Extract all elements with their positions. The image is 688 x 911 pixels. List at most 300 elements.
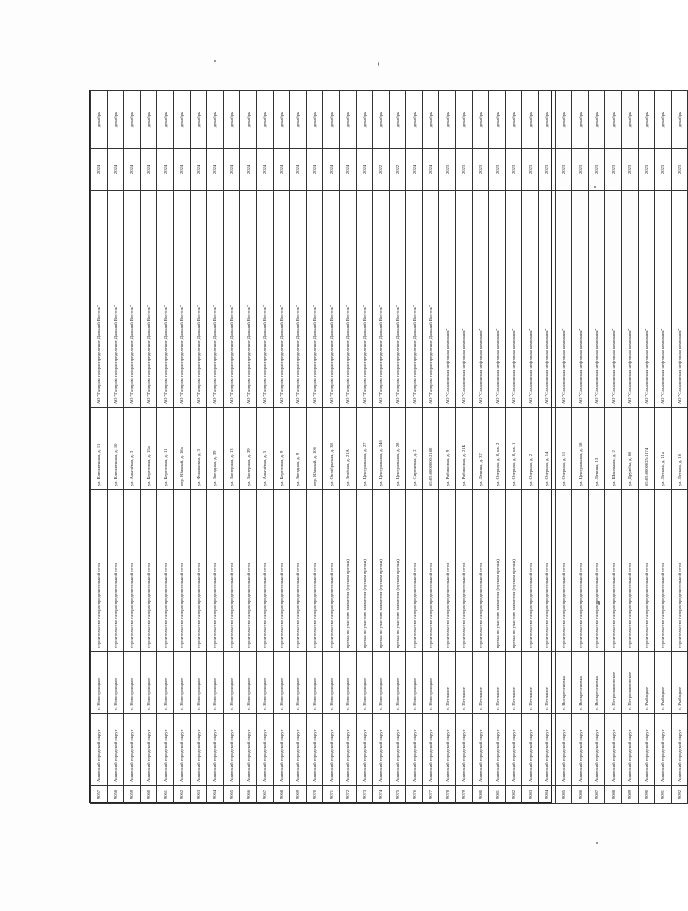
settlement-cell: с. Новотроицкое xyxy=(240,652,257,714)
row-number-cell: 9078 xyxy=(439,786,456,804)
year-cell: 2024 xyxy=(273,149,290,191)
district-cell: Анивский городской округ xyxy=(356,714,373,786)
table-row xyxy=(605,91,622,804)
table-row xyxy=(273,91,290,804)
work-type-cell: врезка по участию заявителя (пуском врезки) xyxy=(389,490,406,652)
organization-cell: АО "Газпром газораспределение Дальний Восток" xyxy=(339,191,356,408)
table-row xyxy=(190,91,207,804)
month-cell: декабрь xyxy=(439,91,456,149)
table-row xyxy=(655,91,672,804)
table-row xyxy=(539,91,556,804)
organization-cell: АО "Газпром газораспределение Дальний Восток" xyxy=(373,191,390,408)
month-cell: декабрь xyxy=(655,91,672,149)
organization-cell: АО "Газпром газораспределение Дальний Восток" xyxy=(157,191,174,408)
row-number-cell: 9079 xyxy=(456,786,473,804)
table-row xyxy=(323,91,340,804)
month-cell: декабрь xyxy=(356,91,373,149)
work-type-cell: строительство газораспределительной сети xyxy=(240,490,257,652)
organization-cell: АО "Сахалинская нефтяная компания" xyxy=(539,191,556,408)
month-cell: декабрь xyxy=(472,91,489,149)
year-cell: 2024 xyxy=(223,149,240,191)
year-cell: 2023 xyxy=(505,149,522,191)
organization-cell: АО "Газпром газораспределение Дальний Восток" xyxy=(356,191,373,408)
settlement-cell: с. Новотроицкое xyxy=(223,652,240,714)
year-cell: 2023 xyxy=(671,149,688,191)
district-cell: Анивский городской округ xyxy=(140,714,157,786)
organization-cell: АО "Газпром газораспределение Дальний Восток" xyxy=(140,191,157,408)
table-row xyxy=(439,91,456,804)
month-cell: декабрь xyxy=(290,91,307,149)
address-cell: ул. Заозерная, д. 13 xyxy=(223,408,240,490)
district-cell: Анивский городской округ xyxy=(273,714,290,786)
row-number-cell: 9069 xyxy=(290,786,307,804)
organization-cell: АО "Сахалинская нефтяная компания" xyxy=(671,191,688,408)
district-cell: Анивский городской округ xyxy=(505,714,522,786)
district-cell: Анивский городской округ xyxy=(572,714,589,786)
year-cell: 2023 xyxy=(539,149,556,191)
table-row xyxy=(522,91,539,804)
data-table xyxy=(90,90,688,804)
address-cell: ул. Центральная, д. 18 xyxy=(572,408,589,490)
address-cell: ул. Березовая, д. 9 xyxy=(273,408,290,490)
work-type-cell: строительство газораспределительной сети xyxy=(555,490,572,652)
district-cell: Анивский городской округ xyxy=(256,714,273,786)
settlement-cell: с. Рыбацкое xyxy=(671,652,688,714)
year-cell: 2023 xyxy=(588,149,605,191)
address-cell: ул. Заозерная, д. 39 xyxy=(240,408,257,490)
organization-cell: АО "Газпром газораспределение Дальний Восток" xyxy=(406,191,423,408)
row-number-cell: 9060 xyxy=(140,786,157,804)
work-type-cell: строительство газораспределительной сети xyxy=(406,490,423,652)
work-type-cell: строительство газораспределительной сети xyxy=(456,490,473,652)
settlement-cell: с. Песчаное xyxy=(456,652,473,714)
district-cell: Анивский городской округ xyxy=(91,714,108,786)
row-number-cell: 9090 xyxy=(638,786,655,804)
district-cell: Анивский городской округ xyxy=(638,714,655,786)
work-type-cell: строительство газораспределительной сети xyxy=(638,490,655,652)
settlement-cell: с. Новотроицкое xyxy=(373,652,390,714)
row-number-cell: 9072 xyxy=(339,786,356,804)
organization-cell: АО "Газпром газораспределение Дальний Восток" xyxy=(323,191,340,408)
row-number-cell: 9081 xyxy=(489,786,506,804)
rotated-table-frame xyxy=(89,90,683,803)
month-cell: декабрь xyxy=(256,91,273,149)
settlement-cell: с. Воскресеновка xyxy=(555,652,572,714)
work-type-cell: строительство газораспределительной сети xyxy=(107,490,124,652)
row-number-cell: 9071 xyxy=(323,786,340,804)
row-number-cell: 9076 xyxy=(406,786,423,804)
work-type-cell: строительство газораспределительной сети xyxy=(323,490,340,652)
table-row xyxy=(256,91,273,804)
year-cell: 2024 xyxy=(240,149,257,191)
address-cell: ул. Центральная, д. 24б xyxy=(373,408,390,490)
work-type-cell: врезка по участию заявителя (пуском врезки) xyxy=(339,490,356,652)
district-cell: Анивский городской округ xyxy=(223,714,240,786)
year-cell: 2024 xyxy=(157,149,174,191)
organization-cell: АО "Сахалинская нефтяная компания" xyxy=(655,191,672,408)
settlement-cell: с. Воскресеновка xyxy=(588,652,605,714)
district-cell: Анивский городской округ xyxy=(671,714,688,786)
district-cell: Анивский городской округ xyxy=(373,714,390,786)
organization-cell: АО "Газпром газораспределение Дальний Восток" xyxy=(207,191,224,408)
table-row xyxy=(306,91,323,804)
address-cell: ул. Озерная, д. 11 xyxy=(555,408,572,490)
organization-cell: АО "Сахалинская нефтяная компания" xyxy=(638,191,655,408)
table-row xyxy=(339,91,356,804)
organization-cell: АО "Сахалинская нефтяная компания" xyxy=(522,191,539,408)
settlement-cell: с. Новотроицкое xyxy=(207,652,224,714)
month-cell: декабрь xyxy=(572,91,589,149)
table-row xyxy=(356,91,373,804)
settlement-cell: с. Новотроицкое xyxy=(356,652,373,714)
year-cell: 2023 xyxy=(655,149,672,191)
table-row xyxy=(240,91,257,804)
district-cell: Анивский городской округ xyxy=(539,714,556,786)
month-cell: декабрь xyxy=(306,91,323,149)
scan-speck xyxy=(214,60,216,62)
month-cell: декабрь xyxy=(323,91,340,149)
settlement-cell: с. Новотроицкое xyxy=(290,652,307,714)
table-row xyxy=(107,91,124,804)
address-cell: ул. Центральная, д. 28 xyxy=(389,408,406,490)
year-cell: 2024 xyxy=(190,149,207,191)
address-cell: 65:05:0000000:2180 xyxy=(422,408,439,490)
month-cell: декабрь xyxy=(140,91,157,149)
organization-cell: АО "Газпром газораспределение Дальний Восток" xyxy=(240,191,257,408)
district-cell: Анивский городской округ xyxy=(323,714,340,786)
month-cell: декабрь xyxy=(671,91,688,149)
organization-cell: АО "Газпром газораспределение Дальний Восток" xyxy=(124,191,141,408)
work-type-cell: строительство газораспределительной сети xyxy=(605,490,622,652)
year-cell: 2022 xyxy=(373,149,390,191)
month-cell: декабрь xyxy=(190,91,207,149)
district-cell: Анивский городской округ xyxy=(622,714,639,786)
district-cell: Анивский городской округ xyxy=(588,714,605,786)
row-number-cell: 9068 xyxy=(273,786,290,804)
row-number-cell: 9077 xyxy=(422,786,439,804)
table-row xyxy=(622,91,639,804)
table-body xyxy=(91,91,688,804)
year-cell: 2024 xyxy=(207,149,224,191)
table-row xyxy=(91,91,108,804)
settlement-cell: с. Песчаное xyxy=(539,652,556,714)
row-number-cell: 9065 xyxy=(223,786,240,804)
settlement-cell: с. Новотроицкое xyxy=(91,652,108,714)
row-number-cell: 9057 xyxy=(91,786,108,804)
month-cell: декабрь xyxy=(406,91,423,149)
row-number-cell: 9088 xyxy=(605,786,622,804)
month-cell: декабрь xyxy=(157,91,174,149)
month-cell: декабрь xyxy=(422,91,439,149)
year-cell: 2024 xyxy=(356,149,373,191)
row-number-cell: 9058 xyxy=(107,786,124,804)
month-cell: декабрь xyxy=(522,91,539,149)
settlement-cell: с. Новотроицкое xyxy=(173,652,190,714)
settlement-cell: с. Новотроицкое xyxy=(422,652,439,714)
row-number-cell: 9061 xyxy=(157,786,174,804)
table-row xyxy=(223,91,240,804)
address-cell: ул. Клюквенная, д. 11 xyxy=(91,408,108,490)
row-number-cell: 9075 xyxy=(389,786,406,804)
month-cell: декабрь xyxy=(622,91,639,149)
organization-cell: АО "Сахалинская нефтяная компания" xyxy=(472,191,489,408)
year-cell: 2024 xyxy=(306,149,323,191)
address-cell: ул. Школьная, д. 2 xyxy=(605,408,622,490)
district-cell: Анивский городской округ xyxy=(107,714,124,786)
organization-cell: АО "Газпром газораспределение Дальний Восток" xyxy=(107,191,124,408)
work-type-cell: строительство газораспределительной сети xyxy=(439,490,456,652)
work-type-cell: врезка по участию заявителя (пуском врезки) xyxy=(373,490,390,652)
scan-speck xyxy=(378,62,379,66)
work-type-cell: строительство газораспределительной сети xyxy=(655,490,672,652)
year-cell: 2023 xyxy=(439,149,456,191)
organization-cell: АО "Газпром газораспределение Дальний Восток" xyxy=(256,191,273,408)
address-cell: ул. Фиалковая, д. 3 xyxy=(190,408,207,490)
district-cell: Анивский городской округ xyxy=(190,714,207,786)
work-type-cell: строительство газораспределительной сети xyxy=(622,490,639,652)
district-cell: Анивский городской округ xyxy=(456,714,473,786)
year-cell: 2023 xyxy=(456,149,473,191)
work-type-cell: строительство газораспределительной сети xyxy=(207,490,224,652)
settlement-cell: с. Новотроицкое xyxy=(124,652,141,714)
address-cell: ул. Лесная, д. 11а xyxy=(655,408,672,490)
month-cell: декабрь xyxy=(207,91,224,149)
year-cell: 2023 xyxy=(522,149,539,191)
month-cell: декабрь xyxy=(505,91,522,149)
address-cell: ул. Березовая, д. 15а xyxy=(140,408,157,490)
address-cell: ул. Центральная, д. 27 xyxy=(356,408,373,490)
settlement-cell: с. Новотроицкое xyxy=(306,652,323,714)
table-row xyxy=(472,91,489,804)
table-row xyxy=(456,91,473,804)
address-cell: ул. Октябрьская, д. 38 xyxy=(323,408,340,490)
district-cell: Анивский городской округ xyxy=(124,714,141,786)
row-number-cell: 9084 xyxy=(539,786,556,804)
year-cell: 2024 xyxy=(107,149,124,191)
district-cell: Анивский городской округ xyxy=(339,714,356,786)
address-cell: пер. Южный, д. 18а xyxy=(173,408,190,490)
organization-cell: АО "Газпром газораспределение Дальний Восток" xyxy=(173,191,190,408)
year-cell: 2023 xyxy=(555,149,572,191)
table-row xyxy=(588,91,605,804)
settlement-cell: с. Новотроицкое xyxy=(157,652,174,714)
address-cell: ул. Рябиновая, д. 21Б xyxy=(456,408,473,490)
district-cell: Анивский городской округ xyxy=(240,714,257,786)
settlement-cell: с. Новотроицкое xyxy=(339,652,356,714)
settlement-cell: с. Рыбацкое xyxy=(638,652,655,714)
district-cell: Анивский городской округ xyxy=(522,714,539,786)
address-cell: ул. Зелёная, д. 21А xyxy=(339,408,356,490)
row-number-cell: 9064 xyxy=(207,786,224,804)
settlement-cell: с. Петропавловское xyxy=(605,652,622,714)
organization-cell: АО "Сахалинская нефтяная компания" xyxy=(572,191,589,408)
organization-cell: АО "Газпром газораспределение Дальний Восток" xyxy=(190,191,207,408)
organization-cell: АО "Газпром газораспределение Дальний Восток" xyxy=(422,191,439,408)
month-cell: декабрь xyxy=(588,91,605,149)
year-cell: 2024 xyxy=(290,149,307,191)
organization-cell: АО "Газпром газораспределение Дальний Восток" xyxy=(290,191,307,408)
row-number-cell: 9073 xyxy=(356,786,373,804)
month-cell: декабрь xyxy=(273,91,290,149)
address-cell: ул. Алычёвая, д. 3 xyxy=(124,408,141,490)
year-cell: 2023 xyxy=(605,149,622,191)
work-type-cell: строительство газораспределительной сети xyxy=(273,490,290,652)
address-cell: ул. Звездная, д. 39 xyxy=(207,408,224,490)
address-cell: ул. Ленина, 13 xyxy=(588,408,605,490)
district-cell: Анивский городской округ xyxy=(655,714,672,786)
year-cell: 2022 xyxy=(389,149,406,191)
row-number-cell: 9067 xyxy=(256,786,273,804)
work-type-cell: строительство газораспределительной сети xyxy=(256,490,273,652)
month-cell: декабрь xyxy=(373,91,390,149)
organization-cell: АО "Сахалинская нефтяная компания" xyxy=(622,191,639,408)
organization-cell: АО "Газпром газораспределение Дальний Восток" xyxy=(389,191,406,408)
table-row xyxy=(389,91,406,804)
address-cell: ул. Лесная, д. 16 xyxy=(671,408,688,490)
year-cell: 2024 xyxy=(406,149,423,191)
district-cell: Анивский городской округ xyxy=(173,714,190,786)
address-cell: пер. Южный, д. 10б xyxy=(306,408,323,490)
district-cell: Анивский городской округ xyxy=(422,714,439,786)
row-number-cell: 9082 xyxy=(505,786,522,804)
table-row xyxy=(124,91,141,804)
month-cell: декабрь xyxy=(107,91,124,149)
month-cell: декабрь xyxy=(605,91,622,149)
table-row xyxy=(572,91,589,804)
settlement-cell: с. Новотроицкое xyxy=(107,652,124,714)
table-row xyxy=(157,91,174,804)
district-cell: Анивский городской округ xyxy=(439,714,456,786)
organization-cell: АО "Сахалинская нефтяная компания" xyxy=(505,191,522,408)
table-row xyxy=(290,91,307,804)
row-number-cell: 9070 xyxy=(306,786,323,804)
year-cell: 2024 xyxy=(173,149,190,191)
settlement-cell: с. Новотроицкое xyxy=(140,652,157,714)
row-number-cell: 9059 xyxy=(124,786,141,804)
settlement-cell: с. Песчаное xyxy=(439,652,456,714)
row-number-cell: 9092 xyxy=(671,786,688,804)
table-row xyxy=(406,91,423,804)
table-row xyxy=(671,91,688,804)
address-cell: ул. Сиреневая, д. 2 xyxy=(406,408,423,490)
settlement-cell: с. Новотроицкое xyxy=(256,652,273,714)
row-number-cell: 9062 xyxy=(173,786,190,804)
district-cell: Анивский городской округ xyxy=(207,714,224,786)
district-cell: Анивский городской округ xyxy=(389,714,406,786)
address-cell: ул. Березовая, д. 11 xyxy=(157,408,174,490)
settlement-cell: с. Новотроицкое xyxy=(389,652,406,714)
year-cell: 2024 xyxy=(140,149,157,191)
district-cell: Анивский городской округ xyxy=(157,714,174,786)
work-type-cell: врезка по участию заявителя (пуском врезки) xyxy=(356,490,373,652)
work-type-cell: строительство газораспределительной сети xyxy=(522,490,539,652)
work-type-cell: строительство газораспределительной сети xyxy=(190,490,207,652)
table-row xyxy=(555,91,572,804)
row-number-cell: 9083 xyxy=(522,786,539,804)
work-type-cell: строительство газораспределительной сети xyxy=(290,490,307,652)
month-cell: декабрь xyxy=(456,91,473,149)
month-cell: декабрь xyxy=(539,91,556,149)
organization-cell: АО "Сахалинская нефтяная компания" xyxy=(439,191,456,408)
work-type-cell: строительство газораспределительной сети xyxy=(572,490,589,652)
district-cell: Анивский городской округ xyxy=(472,714,489,786)
month-cell: декабрь xyxy=(173,91,190,149)
work-type-cell: строительство газораспределительной сети xyxy=(173,490,190,652)
work-type-cell: строительство газораспределительной сети xyxy=(223,490,240,652)
address-cell: ул. Дружбы, д. 6б xyxy=(622,408,639,490)
row-number-cell: 9085 xyxy=(555,786,572,804)
address-cell: ул. Клюквенная, д. 10 xyxy=(107,408,124,490)
row-number-cell: 9080 xyxy=(472,786,489,804)
row-number-cell: 9066 xyxy=(240,786,257,804)
district-cell: Анивский городской округ xyxy=(306,714,323,786)
work-type-cell: строительство газораспределительной сети xyxy=(422,490,439,652)
district-cell: Анивский городской округ xyxy=(406,714,423,786)
year-cell: 2023 xyxy=(638,149,655,191)
district-cell: Анивский городской округ xyxy=(555,714,572,786)
settlement-cell: с. Рыбацкое xyxy=(655,652,672,714)
month-cell: декабрь xyxy=(555,91,572,149)
settlement-cell: с. Новотроицкое xyxy=(273,652,290,714)
year-cell: 2024 xyxy=(339,149,356,191)
row-number-cell: 9089 xyxy=(622,786,639,804)
month-cell: декабрь xyxy=(240,91,257,149)
row-number-cell: 9091 xyxy=(655,786,672,804)
row-number-cell: 9074 xyxy=(373,786,390,804)
work-type-cell: строительство газораспределительной сети xyxy=(91,490,108,652)
table-row xyxy=(489,91,506,804)
settlement-cell: с. Песчаное xyxy=(522,652,539,714)
table-row xyxy=(373,91,390,804)
organization-cell: АО "Газпром газораспределение Дальний Восток" xyxy=(273,191,290,408)
year-cell: 2024 xyxy=(256,149,273,191)
organization-cell: АО "Сахалинская нефтяная компания" xyxy=(605,191,622,408)
address-cell: ул. Озерная, д. 8, кв. 1 xyxy=(505,408,522,490)
organization-cell: АО "Сахалинская нефтяная компания" xyxy=(456,191,473,408)
row-number-cell: 9087 xyxy=(588,786,605,804)
address-cell: ул. Ленина, д. 37 xyxy=(472,408,489,490)
organization-cell: АО "Сахалинская нефтяная компания" xyxy=(489,191,506,408)
year-cell: 2024 xyxy=(91,149,108,191)
organization-cell: АО "Газпром газораспределение Дальний Восток" xyxy=(306,191,323,408)
settlement-cell: с. Новотроицкое xyxy=(406,652,423,714)
address-cell: ул. Озерная, д. 8, кв. 2 xyxy=(489,408,506,490)
work-type-cell: строительство газораспределительной сети xyxy=(588,490,605,652)
table-row xyxy=(422,91,439,804)
settlement-cell: с. Воскресеновка xyxy=(572,652,589,714)
settlement-cell: с. Новотроицкое xyxy=(323,652,340,714)
settlement-cell: с. Петропавловское xyxy=(622,652,639,714)
row-number-cell: 9063 xyxy=(190,786,207,804)
year-cell: 2023 xyxy=(572,149,589,191)
table-row xyxy=(173,91,190,804)
month-cell: декабрь xyxy=(638,91,655,149)
year-cell: 2023 xyxy=(489,149,506,191)
year-cell: 2023 xyxy=(472,149,489,191)
year-cell: 2024 xyxy=(422,149,439,191)
address-cell: ул. Озерная, д. 2 xyxy=(522,408,539,490)
organization-cell: АО "Газпром газораспределение Дальний Восток" xyxy=(223,191,240,408)
work-type-cell: врезка по участию заявителя (пуском врезки) xyxy=(489,490,506,652)
settlement-cell: с. Новотроицкое xyxy=(190,652,207,714)
table-row xyxy=(638,91,655,804)
district-cell: Анивский городской округ xyxy=(290,714,307,786)
settlement-cell: с. Песчаное xyxy=(489,652,506,714)
work-type-cell: врезка по участию заявителя (пуском врезки) xyxy=(505,490,522,652)
table-row xyxy=(505,91,522,804)
work-type-cell: строительство газораспределительной сети xyxy=(472,490,489,652)
month-cell: декабрь xyxy=(223,91,240,149)
